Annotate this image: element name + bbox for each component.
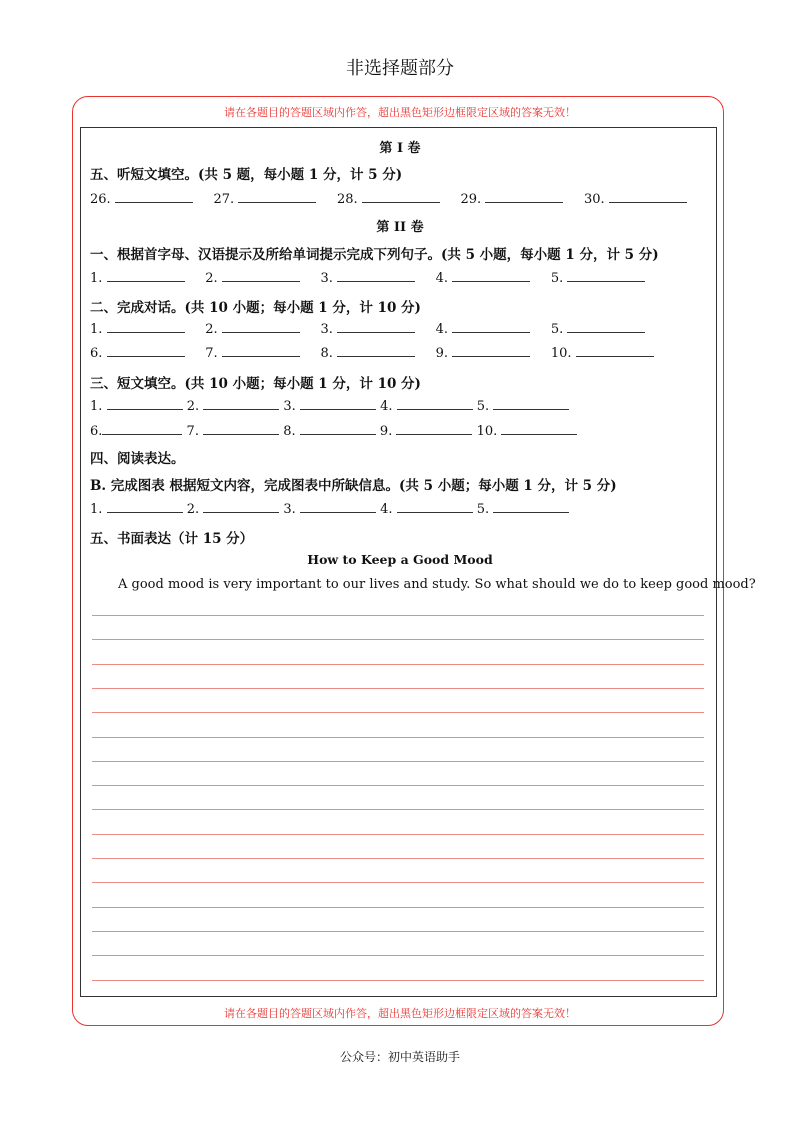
answer-blank[interactable] (300, 399, 376, 410)
blank-label: 4. (380, 399, 393, 414)
blank-label: 27. (213, 192, 235, 207)
writing-line[interactable] (92, 664, 704, 665)
essay-prompt: A good mood is very important to our lives and study. So what should we do to keep good mood? (118, 577, 756, 592)
blank-label: 9. (435, 346, 449, 361)
section-5-heading: 五、书面表达（计 15 分） (90, 531, 254, 547)
blank-label: 30. (584, 192, 605, 207)
section-3-answer-row-1 (90, 399, 569, 414)
blank-label: 5. (550, 271, 564, 286)
writing-line[interactable] (92, 834, 704, 835)
volume-1-heading: 第 I 卷 (379, 141, 421, 156)
answer-blank[interactable] (396, 424, 472, 435)
writing-line[interactable] (92, 931, 704, 932)
answer-blank[interactable] (485, 192, 563, 203)
answer-blank[interactable] (300, 502, 376, 513)
blank-label: 3. (320, 271, 333, 286)
writing-line[interactable] (92, 737, 704, 738)
answer-blank[interactable] (337, 271, 415, 282)
notice-top: 请在各题目的答题区域内作答，超出黑色矩形边框限定区域的答案无效！ (224, 106, 576, 119)
blank-label: 10. (476, 424, 498, 439)
answer-blank[interactable] (362, 192, 440, 203)
blank-label: 3. (283, 399, 296, 414)
answer-blank[interactable] (300, 424, 376, 435)
listening-answer-row (90, 192, 687, 207)
answer-blank[interactable] (397, 399, 473, 410)
answer-blank[interactable] (493, 502, 569, 513)
essay-title: How to Keep a Good Mood (307, 552, 493, 567)
answer-blank[interactable] (107, 399, 183, 410)
writing-line[interactable] (92, 639, 704, 640)
blank-label: 8. (283, 424, 296, 439)
answer-blank[interactable] (337, 346, 415, 357)
answer-blank[interactable] (452, 346, 530, 357)
blank-label: 1. (90, 322, 103, 337)
blank-label: 7. (205, 346, 218, 361)
blank-label: 2. (186, 399, 200, 414)
answer-blank[interactable] (238, 192, 316, 203)
blank-label: 5. (550, 322, 564, 337)
answer-blank[interactable] (115, 192, 193, 203)
answer-blank[interactable] (397, 502, 473, 513)
answer-blank[interactable] (203, 502, 279, 513)
blank-label: 4. (435, 322, 449, 337)
answer-blank[interactable] (452, 322, 530, 333)
section-1-answer-row (90, 271, 645, 286)
section-2-answer-row-1 (90, 322, 645, 337)
notice-bottom: 请在各题目的答题区域内作答，超出黑色矩形边框限定区域的答案无效！ (224, 1007, 576, 1020)
blank-label: 6. (90, 346, 103, 361)
section-3-heading: 三、短文填空。(共 10 小题；每小题 1 分，计 10 分) (90, 376, 421, 392)
blank-label: 10. (550, 346, 572, 361)
blank-label: 7. (186, 424, 199, 439)
section-listening-heading: 五、听短文填空。(共 5 题，每小题 1 分，计 5 分) (90, 167, 403, 183)
blank-label: 2. (205, 322, 218, 337)
blank-label: 8. (320, 346, 333, 361)
section-3-answer-row-2 (90, 424, 577, 439)
blank-label: 3. (320, 322, 333, 337)
blank-label: 5. (476, 399, 490, 414)
section-1-heading: 一、根据首字母、汉语提示及所给单词提示完成下列句子。(共 5 小题，每小题 1 分，计 5 分) (90, 247, 659, 263)
blank-label: 2. (186, 502, 200, 517)
blank-label: 6. (90, 424, 103, 439)
writing-line[interactable] (92, 809, 704, 810)
blank-label: 28. (337, 192, 358, 207)
blank-label: 2. (205, 271, 218, 286)
blank-label: 4. (380, 502, 393, 517)
blank-label: 3. (283, 502, 296, 517)
writing-line[interactable] (92, 761, 704, 762)
blank-label: 26. (90, 192, 111, 207)
answer-blank[interactable] (452, 271, 530, 282)
section-4b-answer-row (90, 502, 569, 517)
writing-line[interactable] (92, 858, 704, 859)
writing-line[interactable] (92, 712, 704, 713)
answer-blank[interactable] (222, 346, 300, 357)
answer-blank[interactable] (337, 322, 415, 333)
section-4-heading: 四、阅读表达。 (90, 451, 185, 467)
answer-blank[interactable] (222, 322, 300, 333)
blank-label: 1. (90, 271, 103, 286)
blank-label: 4. (435, 271, 449, 286)
answer-blank[interactable] (576, 346, 654, 357)
writing-line[interactable] (92, 907, 704, 908)
answer-blank[interactable] (222, 271, 300, 282)
answer-blank[interactable] (609, 192, 687, 203)
answer-blank[interactable] (102, 424, 182, 435)
answer-blank[interactable] (567, 271, 645, 282)
page-title: 非选择题部分 (346, 58, 454, 79)
blank-label: 1. (90, 502, 103, 517)
section-2-heading: 二、完成对话。(共 10 小题；每小题 1 分，计 10 分) (90, 300, 421, 316)
writing-line[interactable] (92, 688, 704, 689)
footer-credit: 公众号：初中英语助手 (339, 1050, 460, 1064)
answer-blank[interactable] (107, 502, 183, 513)
answer-blank[interactable] (203, 399, 279, 410)
answer-blank[interactable] (107, 322, 185, 333)
answer-blank[interactable] (107, 271, 185, 282)
volume-2-heading: 第 II 卷 (376, 220, 424, 235)
answer-blank[interactable] (493, 399, 569, 410)
blank-label: 5. (476, 502, 490, 517)
writing-line[interactable] (92, 615, 704, 616)
blank-label: 29. (460, 192, 482, 207)
section-2-answer-row-2 (90, 346, 654, 361)
answer-blank[interactable] (203, 424, 279, 435)
writing-line[interactable] (92, 955, 704, 956)
answer-blank[interactable] (107, 346, 185, 357)
writing-line[interactable] (92, 882, 704, 883)
blank-label: 1. (90, 399, 103, 414)
writing-line[interactable] (92, 980, 704, 981)
section-4b-heading: B. 完成图表 根据短文内容，完成图表中所缺信息。(共 5 小题；每小题 1 分，计 5 分) (90, 478, 617, 494)
answer-blank[interactable] (501, 424, 577, 435)
answer-blank[interactable] (567, 322, 645, 333)
blank-label: 9. (379, 424, 393, 439)
writing-line[interactable] (92, 785, 704, 786)
